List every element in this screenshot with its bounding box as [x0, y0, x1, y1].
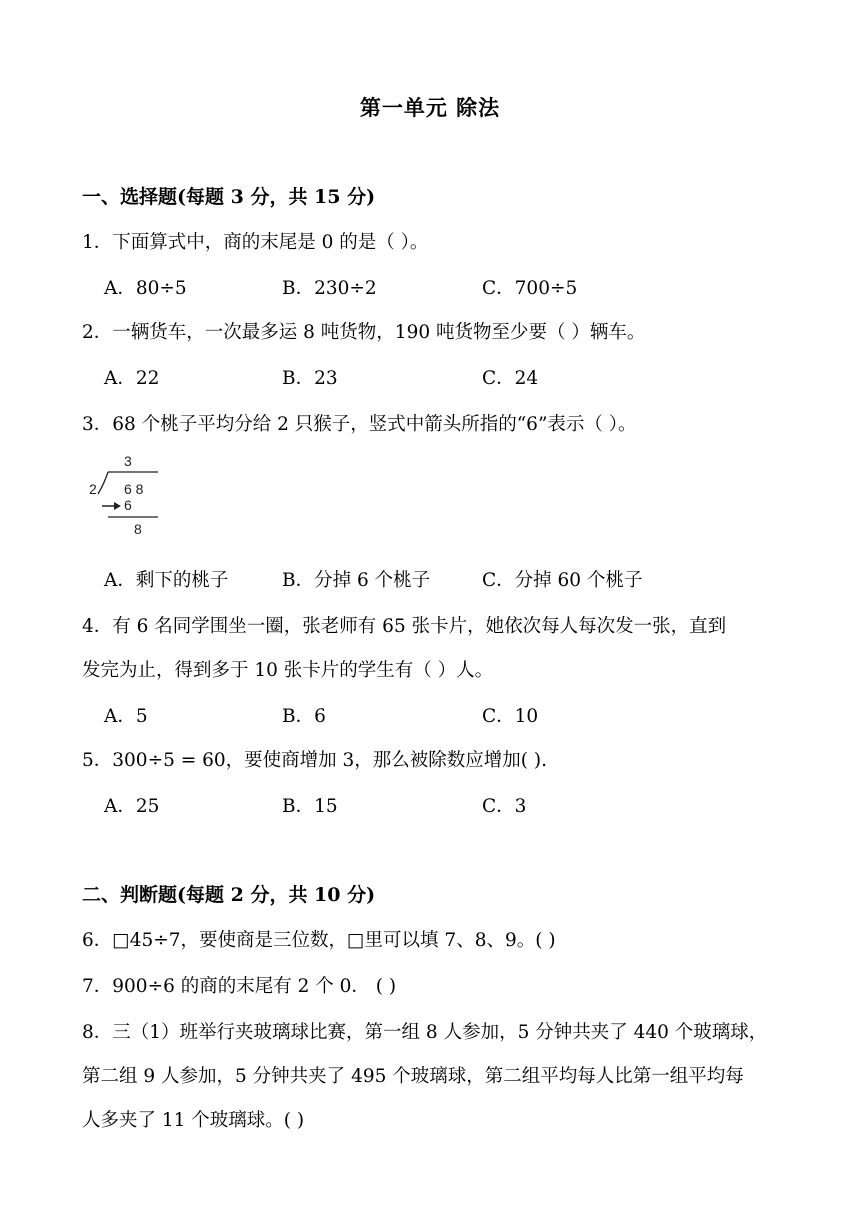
option-c[interactable]: C．10: [482, 706, 539, 727]
section-heading-judgment: 二、判断题(每题 2 分，共 10 分): [82, 884, 376, 906]
question-5: 5．300÷5 = 60，要使商增加 3，那么被除数应增加( ).: [82, 750, 548, 771]
option-b[interactable]: B．分掉 6 个桃子: [282, 570, 431, 591]
section-heading-choice: 一、选择题(每题 3 分，共 15 分): [82, 186, 376, 208]
question-7: 7．900÷6 的商的末尾有 2 个 0． ( ): [82, 976, 397, 997]
page-title: 第一单元 除法: [359, 95, 501, 120]
remainder-digit: 8: [134, 521, 142, 537]
question-3: 3．68 个桃子平均分给 2 只猴子，竖式中箭头所指的“6”表示（ ）。: [82, 414, 637, 435]
question-3-options: [104, 566, 804, 594]
option-c[interactable]: C．24: [482, 368, 539, 389]
question-4-options: [104, 702, 804, 730]
product-digit: 6: [124, 497, 132, 513]
question-8-line-3: 人多夹了 11 个玻璃球。( ): [82, 1110, 305, 1131]
question-2: 2．一辆货车，一次最多运 8 吨货物，190 吨货物至少要（ ）辆车。: [82, 322, 646, 343]
option-a[interactable]: A．25: [104, 796, 160, 817]
question-8-line-2: 第二组 9 人参加，5 分钟共夹了 495 个玻璃球，第二组平均每人比第一组平均每: [82, 1066, 744, 1087]
long-division-figure: [86, 452, 176, 542]
division-bracket: [98, 472, 108, 494]
option-b[interactable]: B．15: [282, 796, 338, 817]
option-c[interactable]: C．3: [482, 796, 527, 817]
question-8-line-1: 8．三（1）班举行夹玻璃球比赛，第一组 8 人参加，5 分钟共夹了 440 个玻璃球，: [82, 1022, 768, 1043]
quotient-digit: 3: [124, 453, 132, 469]
question-4-line-2: 发完为止，得到多于 10 张卡片的学生有（ ）人。: [82, 660, 494, 681]
question-1-options: [104, 274, 804, 302]
arrow-head-icon: [114, 502, 121, 510]
option-a[interactable]: A．22: [104, 368, 160, 389]
divisor-digit: 2: [89, 481, 97, 497]
option-a[interactable]: A．80÷5: [104, 278, 187, 299]
question-2-options: [104, 364, 804, 392]
question-5-options: [104, 792, 804, 820]
option-b[interactable]: B．6: [282, 706, 326, 727]
option-b[interactable]: B．230÷2: [282, 278, 377, 299]
option-a[interactable]: A．剩下的桃子: [104, 570, 229, 591]
option-c[interactable]: C．分掉 60 个桃子: [482, 570, 643, 591]
option-a[interactable]: A．5: [104, 706, 148, 727]
option-c[interactable]: C．700÷5: [482, 278, 578, 299]
question-4-line-1: 4．有 6 名同学围坐一圈，张老师有 65 张卡片，她依次每人每次发一张，直到: [82, 616, 727, 637]
option-b[interactable]: B．23: [282, 368, 338, 389]
dividend-digits: 6 8: [124, 481, 144, 497]
question-1: 1．下面算式中，商的末尾是 0 的是（ ）。: [82, 232, 429, 253]
question-6: 6．□45÷7，要使商是三位数，□里可以填 7、8、9。( ): [82, 930, 556, 951]
